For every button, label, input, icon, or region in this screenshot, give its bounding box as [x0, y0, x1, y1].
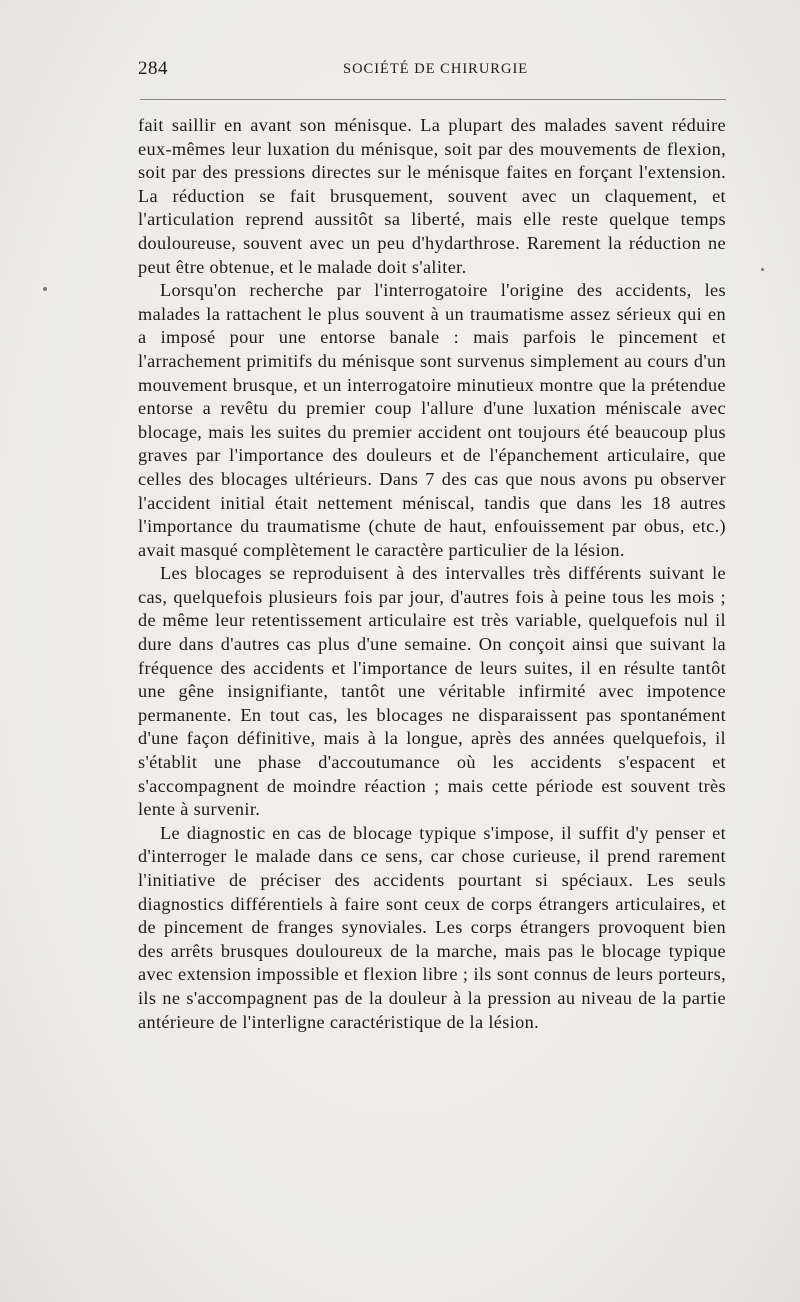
- header-rule: [140, 99, 726, 100]
- page-header: [138, 58, 728, 84]
- paragraph-2: Lorsqu'on recherche par l'interrogatoire l'origine des accidents, les malades la rattachent le plus souvent à un traumatisme assez sérieux qui en a imposé pour une entorse banale : mais parfois le pincement et l'arrachement primitifs du ménisque sont survenus simplement au cours d'un mouvement brusque, et un interrogatoire minutieux montre que la prétendue entorse a revêtu du premier coup l'allure d'une luxation méniscale avec blocage, mais les suites du premier accident ont toujours été beaucoup plus graves par l'importance des douleurs et de l'épanchement articulaire, que celles des blocages ultérieurs. Dans 7 des cas que nous avons pu observer l'accident initial était nettement méniscal, tandis que dans les 18 autres l'importance du traumatisme (chute de haut, enfouissement par obus, etc.) avait masqué complètement le caractère particulier de la lésion.: [138, 280, 726, 560]
- paragraph-1: fait saillir en avant son ménisque. La plupart des malades savent réduire eux-mêmes leur luxation du ménisque, soit par des mouvements de flexion, soit par des pressions directes sur le ménisque faites en forçant l'extension. La réduction se fait brusquement, souvent avec un claquement, et l'articulation reprend aussitôt sa liberté, mais elle reste quelque temps douloureuse, souvent avec un peu d'hydarthrose. Rarement la réduction ne peut être obtenue, et le malade doit s'aliter.: [138, 115, 726, 277]
- body-text: [138, 114, 726, 1034]
- print-speck: [43, 287, 47, 291]
- running-head: SOCIÉTÉ DE CHIRURGIE: [343, 61, 529, 77]
- print-speck: [761, 268, 764, 271]
- paragraph-4: Le diagnostic en cas de blocage typique s'impose, il suffit d'y penser et d'interroger le malade dans ce sens, car chose curieuse, il prend rarement l'initiative de préciser des accidents pourtant si spéciaux. Les seuls diagnostics différentiels à faire sont ceux de corps étrangers articulaires, et de pincement de franges synoviales. Les corps étrangers provoquent bien des arrêts brusques douloureux de la marche, mais pas le blocage typique avec extension impossible et flexion libre ; ils sont connus de leurs porteurs, ils ne s'accompagnent pas de la douleur à la pression au niveau de la partie antérieure de l'interligne caractéristique de la lésion.: [138, 822, 726, 1032]
- paragraph-3: Les blocages se reproduisent à des intervalles très différents suivant le cas, quelquefois plusieurs fois par jour, d'autres fois à peine tous les mois ; de même leur retentissement articulaire est très variable, quelquefois nul il dure dans d'autres cas plus d'une semaine. On conçoit ainsi que suivant la fréquence des accidents et l'importance de leurs suites, il en résulte tantôt une gêne insignifiante, tantôt une véritable infirmité avec impotence permanente. En tout cas, les blocages ne disparaissent pas spontanément d'une façon définitive, mais à la longue, après des années quelquefois, il s'établit une phase d'accoutumance où les accidents s'espacent et s'accompagnent de moindre réaction ; mais cette période est souvent très lente à survenir.: [138, 563, 726, 820]
- page-number: 284: [138, 58, 168, 79]
